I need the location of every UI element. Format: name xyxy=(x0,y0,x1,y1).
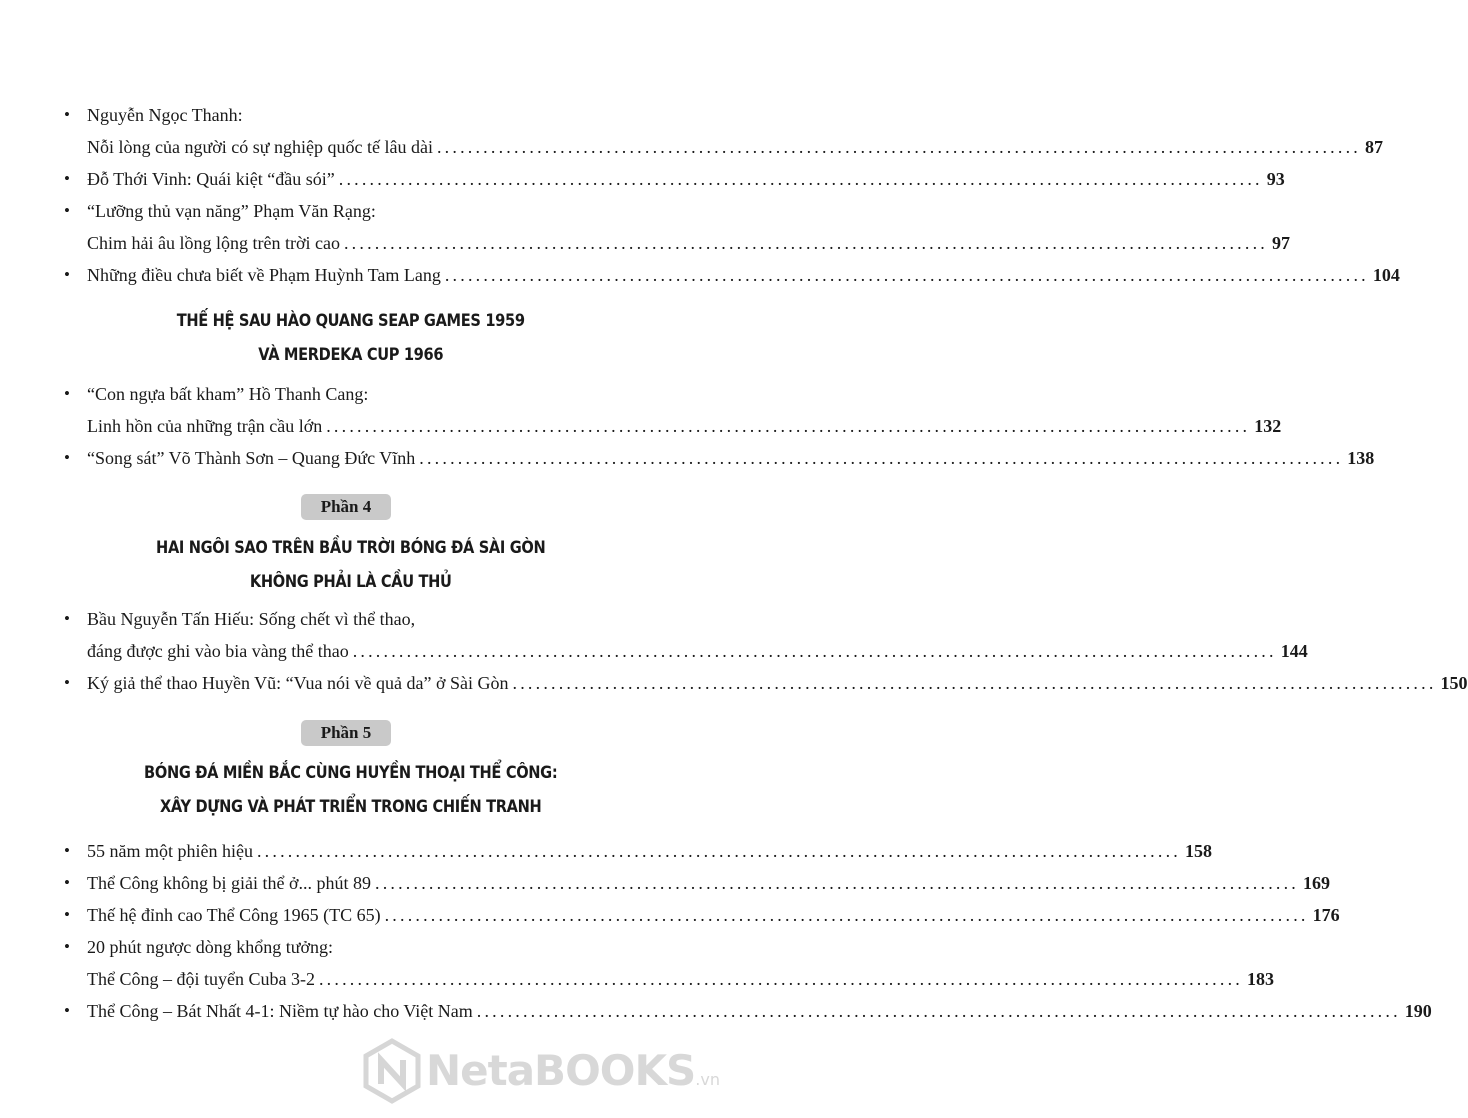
leader-dots: ........................................................................................................................ xyxy=(512,673,1437,693)
leader-dots: ........................................................................................................................ xyxy=(343,233,1268,253)
leader-dots: ........................................................................................................................ xyxy=(375,873,1299,893)
entry-line: 55 năm một phiên hiệu xyxy=(87,841,253,861)
entry-line: đáng được ghi vào bia vàng thể thao xyxy=(87,641,349,661)
leader-dots: ........................................................................................................................ xyxy=(352,641,1277,661)
toc-entry xyxy=(62,259,1400,291)
page-number: 97 xyxy=(1271,233,1290,253)
toc-group-2 xyxy=(62,378,1375,474)
bullet-icon: • xyxy=(64,609,70,628)
bullet-icon: • xyxy=(64,841,70,860)
entry-line: 20 phút ngược dòng khổng tưởng: xyxy=(87,937,334,957)
bullet-icon: • xyxy=(64,265,70,284)
bullet-icon: • xyxy=(64,873,70,892)
section-heading-line: BÓNG ĐÁ MIỀN BẮC CÙNG HUYỀN THOẠI THỂ CÔNG: xyxy=(144,763,558,783)
leader-dots: ........................................................................................................................ xyxy=(326,416,1251,436)
entry-line: “Song sát” Võ Thành Sơn – Quang Đức Vĩnh xyxy=(87,448,416,468)
toc-group-3 xyxy=(62,603,1468,699)
toc-entry xyxy=(62,995,1432,1027)
page-number: 104 xyxy=(1372,265,1400,285)
toc-entry xyxy=(62,667,1468,699)
toc-group-1 xyxy=(62,99,1400,291)
leader-dots: ........................................................................................................................ xyxy=(338,169,1263,189)
toc-entry xyxy=(62,378,1282,442)
entry-line: Bầu Nguyễn Tấn Hiếu: Sống chết vì thể thao, xyxy=(87,609,416,629)
leader-dots: ........................................................................................................................ xyxy=(436,137,1361,157)
section-heading xyxy=(50,756,652,824)
toc-entry xyxy=(62,442,1375,474)
entry-line: Nguyễn Ngọc Thanh: xyxy=(87,105,243,125)
toc-entry xyxy=(62,899,1340,931)
leader-dots: ........................................................................................................................ xyxy=(384,905,1309,925)
page-number: 138 xyxy=(1347,448,1375,468)
bullet-icon: • xyxy=(64,448,70,467)
entry-line: Thế hệ đỉnh cao Thể Công 1965 (TC 65) xyxy=(87,905,381,925)
section-heading xyxy=(50,531,652,599)
bullet-icon: • xyxy=(64,1001,70,1020)
toc-entry xyxy=(62,99,1383,163)
page-number: 183 xyxy=(1246,969,1274,989)
part-badge: Phần 5 xyxy=(301,720,391,746)
toc-entry xyxy=(62,867,1330,899)
part-badge: Phần 4 xyxy=(301,494,391,520)
section-heading-line: XÂY DỰNG VÀ PHÁT TRIỂN TRONG CHIẾN TRANH xyxy=(159,797,542,817)
entry-line: Đỗ Thới Vinh: Quái kiệt “đầu sói” xyxy=(87,169,335,189)
toc-entry xyxy=(62,603,1308,667)
entry-line: “Con ngựa bất kham” Hồ Thanh Cang: xyxy=(87,384,369,404)
section-heading-line: HAI NGÔI SAO TRÊN BẦU TRỜI BÓNG ĐÁ SÀI GÒN xyxy=(156,538,546,558)
leader-dots: ........................................................................................................................ xyxy=(476,1001,1401,1021)
bullet-icon: • xyxy=(64,201,70,220)
page-number: 190 xyxy=(1404,1001,1432,1021)
bullet-icon: • xyxy=(64,169,70,188)
entry-line: Thể Công – Bát Nhất 4-1: Niềm tự hào cho Việt Nam xyxy=(87,1001,473,1021)
entry-line: Ký giả thể thao Huyền Vũ: “Vua nói về quả da” ở Sài Gòn xyxy=(87,673,509,693)
entry-line: Linh hồn của những trận cầu lớn xyxy=(87,416,323,436)
entry-line: “Lưỡng thủ vạn năng” Phạm Văn Rạng: xyxy=(87,201,376,221)
bullet-icon: • xyxy=(64,384,70,403)
bullet-icon: • xyxy=(64,905,70,924)
watermark-suffix: .vn xyxy=(695,1070,720,1089)
section-heading-line: KHÔNG PHẢI LÀ CẦU THỦ xyxy=(249,572,452,592)
toc-entry xyxy=(62,931,1274,995)
toc-group-4 xyxy=(62,835,1432,1027)
bullet-icon: • xyxy=(64,673,70,692)
page-number: 169 xyxy=(1303,873,1330,893)
toc-entry xyxy=(62,163,1285,195)
entry-line: Thể Công – đội tuyển Cuba 3-2 xyxy=(87,969,315,989)
leader-dots: ........................................................................................................................ xyxy=(256,841,1181,861)
watermark-logo xyxy=(362,1038,720,1108)
entry-line: Nỗi lòng của người có sự nghiệp quốc tế lâu dài xyxy=(87,137,433,157)
leader-dots: ........................................................................................................................ xyxy=(419,448,1344,468)
page-number: 150 xyxy=(1440,673,1468,693)
section-heading xyxy=(50,304,652,372)
page-number: 93 xyxy=(1266,169,1285,189)
bullet-icon: • xyxy=(64,937,70,956)
page-number: 144 xyxy=(1280,641,1308,661)
entry-line: Thể Công không bị giải thể ở... phút 89 xyxy=(87,873,371,893)
section-heading-line: THẾ HỆ SAU HÀO QUANG SEAP GAMES 1959 xyxy=(176,311,525,331)
watermark-name: NetaBOOKS xyxy=(426,1046,696,1095)
toc-entry xyxy=(62,835,1212,867)
page-number: 158 xyxy=(1184,841,1212,861)
entry-line: Những điều chưa biết về Phạm Huỳnh Tam Lang xyxy=(87,265,441,285)
page-number: 87 xyxy=(1364,137,1383,157)
section-heading-line: VÀ MERDEKA CUP 1966 xyxy=(258,345,444,365)
leader-dots: ........................................................................................................................ xyxy=(444,265,1369,285)
entry-line: Chim hải âu lồng lộng trên trời cao xyxy=(87,233,340,253)
bullet-icon: • xyxy=(64,105,70,124)
neta-n-icon xyxy=(362,1038,422,1104)
leader-dots: ........................................................................................................................ xyxy=(318,969,1243,989)
page-number: 132 xyxy=(1254,416,1282,436)
page-number: 176 xyxy=(1312,905,1340,925)
toc-entry xyxy=(62,195,1290,259)
